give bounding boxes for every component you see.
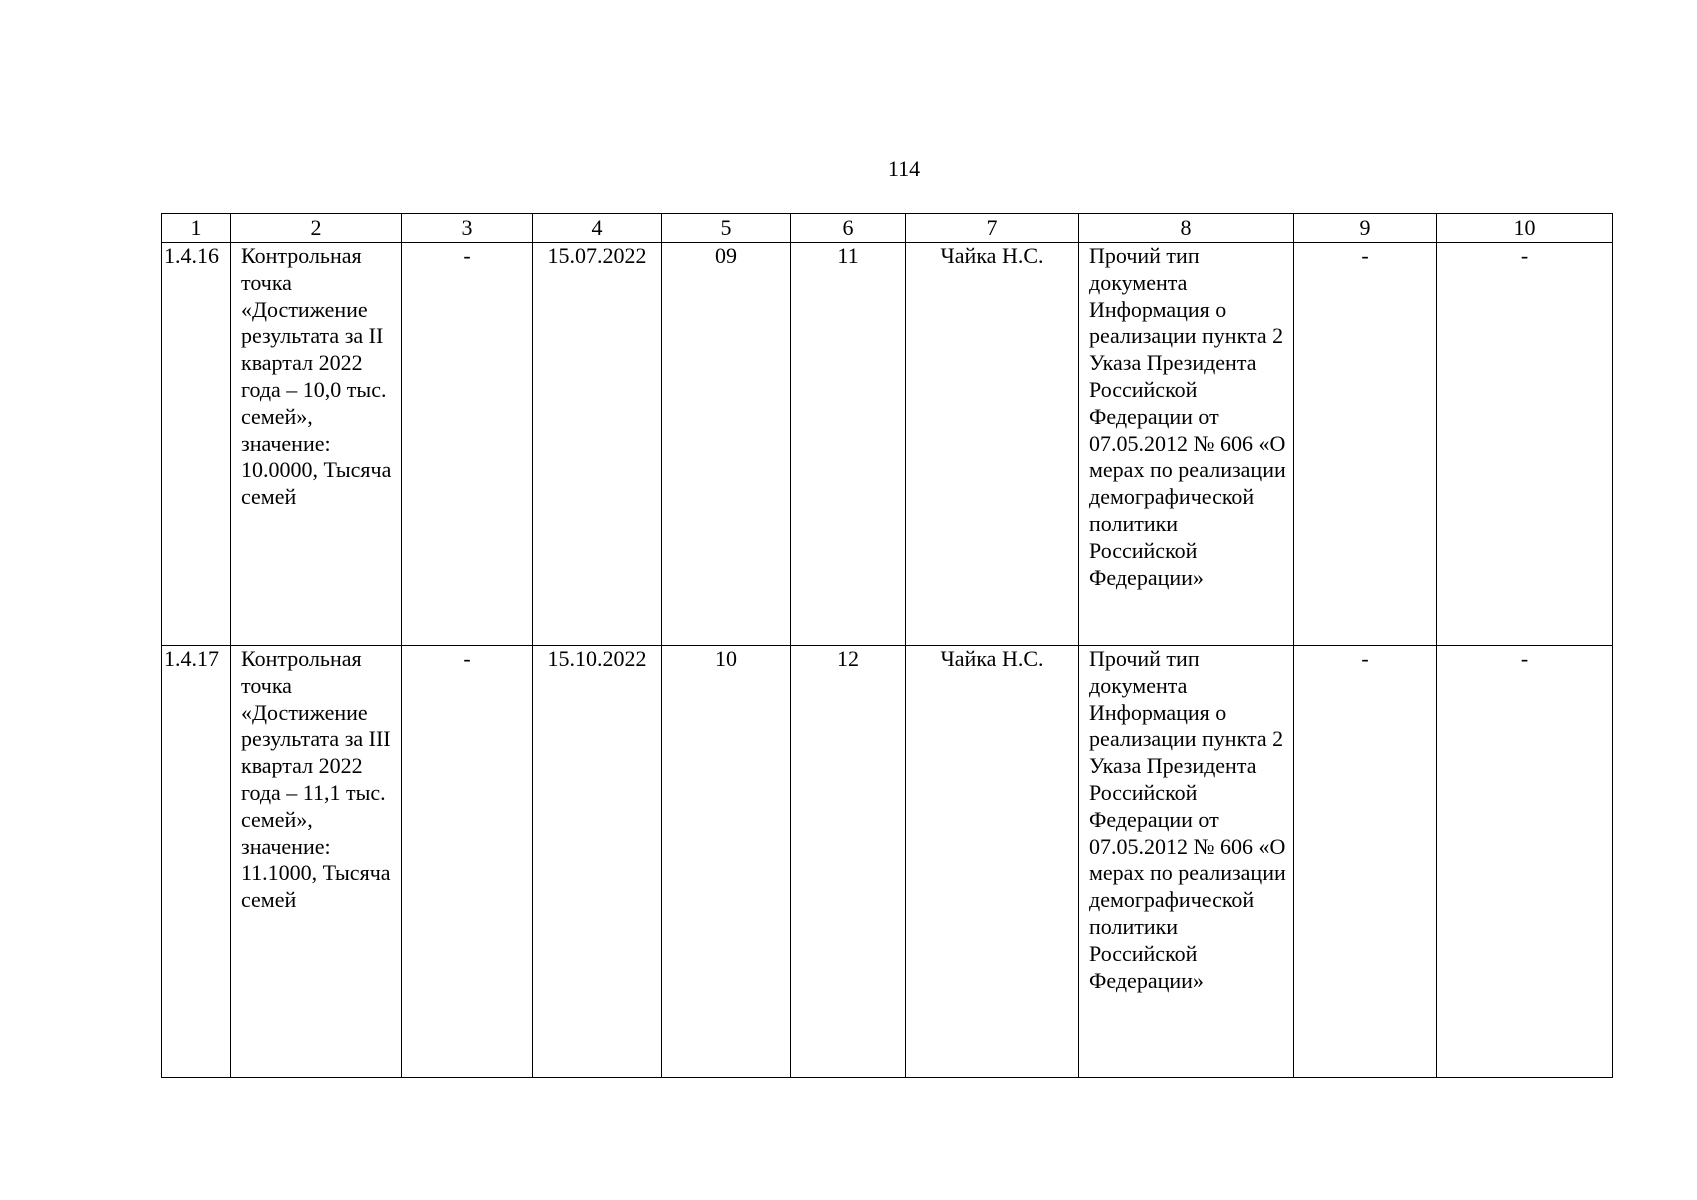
cell-date: 15.07.2022 [533,243,662,646]
row-number: 1.4.16 [162,243,231,646]
column-header: 6 [791,214,906,243]
milestone-description: Контрольная точка «Достижение результата за II квартал 2022 года – 10,0 тыс. семей», значение: 10.0000, Тысяча семей [231,243,402,646]
cell-col5: 10 [662,646,791,1078]
cell-col3: - [402,243,533,646]
page-number: 114 [887,156,921,181]
cell-col6: 12 [791,646,906,1078]
column-header: 4 [533,214,662,243]
column-header: 2 [231,214,402,243]
column-header: 8 [1079,214,1294,243]
cell-col9: - [1294,243,1437,646]
column-header: 9 [1294,214,1437,243]
column-header: 7 [906,214,1079,243]
cell-responsible: Чайка Н.С. [906,243,1079,646]
column-header: 3 [402,214,533,243]
cell-col10: - [1437,646,1613,1078]
cell-document: Прочий тип документа Информация о реализации пункта 2 Указа Президента Российской Федерации от 07.05.2012 № 606 «О мерах по реализации демографической политики Российской Федерации» [1079,646,1294,1078]
table-row [162,243,1613,646]
cell-col9: - [1294,646,1437,1078]
cell-col3: - [402,646,533,1078]
cell-document: Прочий тип документа Информация о реализации пункта 2 Указа Президента Российской Федерации от 07.05.2012 № 606 «О мерах по реализации демографической политики Российской Федерации» [1079,243,1294,646]
column-header: 1 [162,214,231,243]
column-header: 5 [662,214,791,243]
table-row [162,646,1613,1078]
cell-col10: - [1437,243,1613,646]
milestone-description: Контрольная точка «Достижение результата за III квартал 2022 года – 11,1 тыс. семей», значение: 11.1000, Тысяча семей [231,646,402,1078]
cell-col6: 11 [791,243,906,646]
cell-responsible: Чайка Н.С. [906,646,1079,1078]
column-header: 10 [1437,214,1613,243]
row-number: 1.4.17 [162,646,231,1078]
data-table [161,213,1613,1078]
cell-date: 15.10.2022 [533,646,662,1078]
cell-col5: 09 [662,243,791,646]
table-header-row [162,214,1613,243]
